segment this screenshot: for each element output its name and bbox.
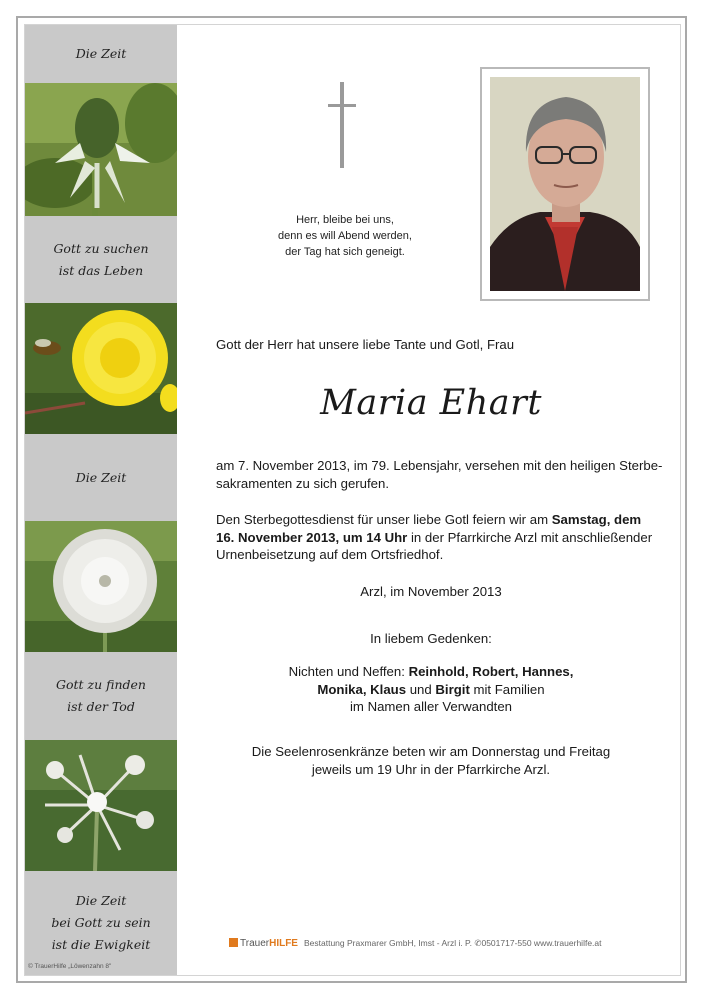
poem	[260, 212, 430, 260]
sidebar-text-1: Die Zeit	[75, 46, 127, 61]
death-line-2: sakramenten zu sich gerufen.	[216, 475, 389, 491]
poem-line-1: Herr, bleibe bei uns,	[296, 214, 394, 226]
portrait-photo	[490, 77, 640, 291]
rosary-line-2: jeweils um 19 Uhr in der Pfarrkirche Arzl.	[311, 761, 551, 777]
dandelion-seedhead-photo	[25, 521, 177, 652]
relatives-line-3: im Namen aller Verwandten	[350, 699, 512, 714]
dandelion-bud-image	[25, 83, 177, 216]
sidebar-text-2b: ist das Leben	[58, 262, 144, 278]
service-line-1	[216, 511, 686, 529]
sidebar-panel-1	[25, 25, 177, 83]
portrait-frame	[480, 67, 650, 301]
footer-details: Bestattung Praxmarer GmbH, Imst - Arzl i. P. ✆0501717-550 www.trauerhilfe.at	[303, 938, 602, 948]
sidebar-panel-4	[25, 652, 177, 740]
poem-line-3: der Tag hat sich geneigt.	[285, 246, 405, 258]
service-date-time: 16. November 2013, um 14 Uhr	[216, 529, 408, 545]
service-date-day: Samstag, dem	[551, 512, 642, 527]
sidebar-panel-3	[25, 434, 177, 521]
portrait-image	[490, 77, 640, 291]
relatives-names-1: Reinhold, Robert, Hannes,	[408, 664, 574, 679]
dandelion-seeds-image	[25, 740, 177, 871]
service-notice	[216, 511, 686, 564]
deceased-name: Maria Ehart	[320, 383, 542, 423]
left-strip	[25, 25, 177, 975]
relatives-text-f: mit Familien	[469, 681, 545, 697]
yellow-dandelion-photo	[25, 303, 177, 434]
sidebar-text-4b: ist der Tod	[67, 699, 135, 714]
intro-text: Gott der Herr hat unsere liebe Tante und Gotl, Frau	[216, 337, 515, 352]
relatives-names-3: Birgit	[435, 681, 470, 697]
sidebar-text-4a: Gott zu finden	[56, 677, 146, 692]
rosary-notice	[216, 743, 646, 778]
relatives-text-a: Nichten und Neffen:	[288, 664, 409, 679]
trauerhilfe-logo-icon	[229, 938, 238, 947]
sidebar-panel-5	[25, 871, 177, 975]
sidebar-text-2a: Gott zu suchen	[53, 240, 149, 256]
sidebar-text-5b: bei Gott zu sein	[51, 915, 151, 930]
relatives-text-d: und	[406, 681, 436, 697]
yellow-dandelion-image	[25, 303, 177, 434]
dandelion-bud-photo	[25, 83, 177, 216]
rosary-line-1: Die Seelenrosenkränze beten wir am Donnerstag und Freitag	[251, 744, 611, 759]
death-notice	[216, 457, 686, 492]
death-line-1: am 7. November 2013, im 79. Lebensjahr, versehen mit den heiligen Sterbe-	[216, 458, 663, 473]
relatives-line-2	[216, 681, 646, 699]
sidebar-text-3: Die Zeit	[75, 469, 127, 485]
footer	[229, 938, 602, 949]
sidebar-panel-2	[25, 216, 177, 303]
copyright-note: © TrauerHilfe „Löwenzahn 8"	[28, 963, 112, 970]
footer-brand-a: Trauer	[240, 938, 270, 949]
poem-line-2: denn es will Abend werden,	[278, 230, 412, 242]
memory-heading: In liebem Gedenken:	[370, 631, 492, 646]
sidebar-text-5a: Die Zeit	[75, 893, 127, 908]
footer-brand-b: HILFE	[269, 938, 298, 949]
dandelion-seeds-photo	[25, 740, 177, 871]
footer-brand	[240, 938, 298, 949]
service-text-d: in der Pfarrkirche Arzl mit anschließender	[407, 529, 653, 545]
relatives-line-1	[216, 663, 646, 681]
service-line-3: Urnenbeisetzung auf dem Ortsfriedhof.	[216, 547, 444, 562]
place-date: Arzl, im November 2013	[360, 584, 502, 599]
relatives-names-2: Monika, Klaus	[317, 681, 407, 697]
service-text-a: Den Sterbegottesdienst für unser liebe Gotl feiern wir am	[216, 512, 552, 527]
cross-icon	[328, 82, 356, 168]
service-line-2	[216, 529, 686, 547]
sidebar-text-5c: ist die Ewigkeit	[51, 937, 151, 952]
relatives	[216, 663, 646, 716]
dandelion-seedhead-image	[25, 521, 177, 652]
